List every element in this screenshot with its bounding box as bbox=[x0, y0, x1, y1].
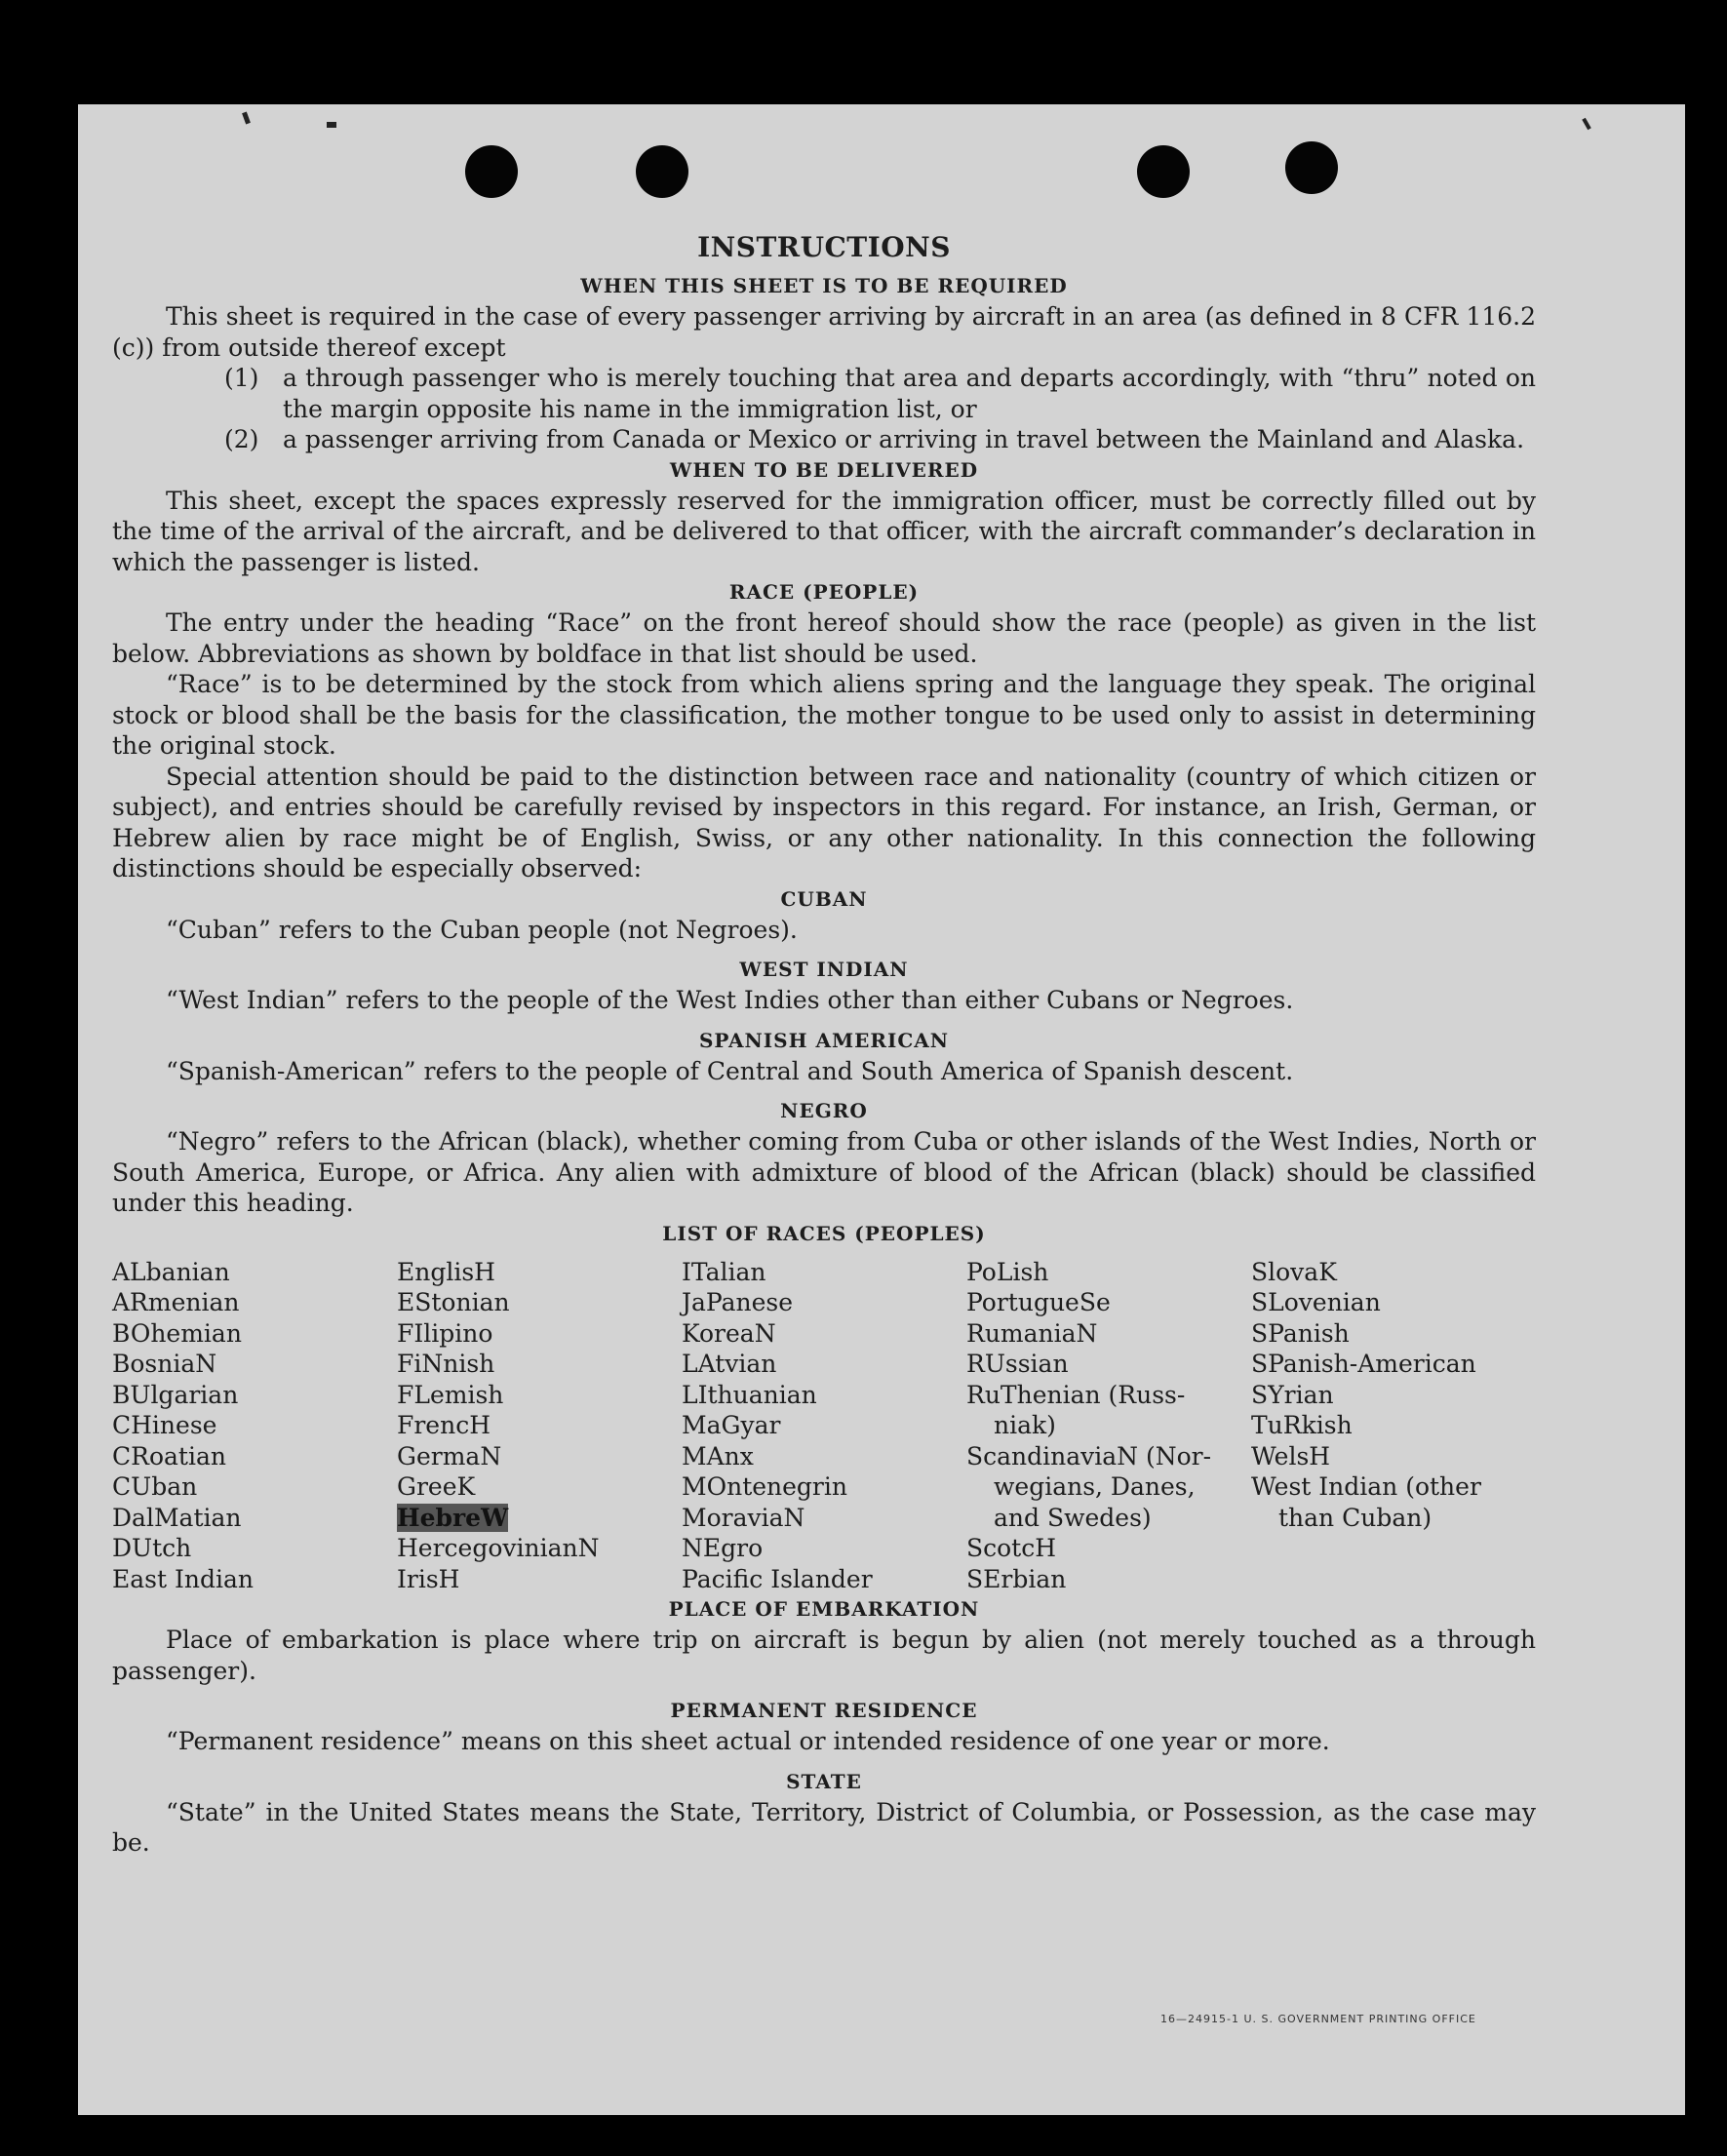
race-item bbox=[397, 1503, 682, 1534]
race-item: SPanish bbox=[1251, 1318, 1350, 1348]
race-item: TuRkish bbox=[1251, 1411, 1353, 1439]
race-item: ARmenian bbox=[112, 1288, 240, 1316]
race-item: CRoatian bbox=[112, 1441, 226, 1470]
race-item: FrencH bbox=[397, 1411, 491, 1439]
item-text: a through passenger who is merely touching that area and departs accordingly, with “thru” noted on the margin opposite his name in the immigration list, or bbox=[283, 364, 1536, 423]
race-item: WelsH bbox=[1251, 1441, 1331, 1470]
race-item: West Indian (other bbox=[1251, 1472, 1481, 1501]
heading-west-indian: WEST INDIAN bbox=[739, 958, 909, 981]
race-item: RuThenian (Russ- bbox=[966, 1380, 1186, 1409]
paragraph-embarkation: Place of embarkation is place where trip on aircraft is begun by alien (not merely touched as a through passenger). bbox=[112, 1626, 1536, 1685]
race-item: EStonian bbox=[397, 1288, 510, 1316]
heading-state: STATE bbox=[786, 1769, 862, 1793]
race-item: SErbian bbox=[966, 1564, 1067, 1593]
race-item: BosniaN bbox=[112, 1350, 217, 1378]
race-item: East Indian bbox=[112, 1564, 254, 1593]
races-column-1 bbox=[112, 1257, 397, 1595]
race-item: SPanish-American bbox=[1251, 1350, 1476, 1378]
race-item: FiNnish bbox=[397, 1350, 495, 1378]
paragraph-race-2: “Race” is to be determined by the stock from which aliens spring and the language they speak. The original stock or blood shall be the basis for the classification, the mother tongue to be used only to assist in determining the original stock. bbox=[112, 670, 1536, 760]
race-item: MoraviaN bbox=[682, 1503, 805, 1532]
item-text: a passenger arriving from Canada or Mexico or arriving in travel between the Mainland and Alaska. bbox=[283, 425, 1525, 453]
paragraph-spanish-american: “Spanish-American” refers to the people of Central and South America of Spanish descent. bbox=[166, 1056, 1294, 1085]
punch-hole bbox=[636, 145, 688, 198]
race-item: ITalian bbox=[682, 1257, 766, 1286]
race-item-continued: niak) bbox=[994, 1411, 1056, 1439]
item-number: (1) bbox=[224, 364, 259, 392]
heading-when-required: WHEN THIS SHEET IS TO BE REQUIRED bbox=[580, 274, 1068, 297]
race-item: NEgro bbox=[682, 1534, 764, 1562]
instructions-body bbox=[112, 230, 1536, 1859]
race-item: LIthuanian bbox=[682, 1380, 817, 1409]
page-title: INSTRUCTIONS bbox=[697, 231, 951, 263]
race-item: SLovenian bbox=[1251, 1288, 1381, 1316]
race-item: EnglisH bbox=[397, 1257, 495, 1286]
race-item: PoLish bbox=[966, 1257, 1049, 1286]
heading-list-of-races: LIST OF RACES (PEOPLES) bbox=[662, 1221, 986, 1245]
race-item: GreeK bbox=[397, 1472, 476, 1501]
punch-hole bbox=[1137, 145, 1190, 198]
printer-imprint: 16—24915-1 U. S. GOVERNMENT PRINTING OFFICE bbox=[1160, 2013, 1476, 2025]
race-item-continued: than Cuban) bbox=[1278, 1503, 1433, 1532]
race-item: HercegovinianN bbox=[397, 1534, 600, 1562]
paragraph-race-1: The entry under the heading “Race” on the front hereof should show the race (people) as given in the list below. Abbreviations as shown by boldface in that list should be used. bbox=[112, 608, 1536, 668]
list-item-1 bbox=[112, 363, 1536, 424]
race-item-continued: and Swedes) bbox=[994, 1503, 1152, 1532]
item-number: (2) bbox=[224, 425, 259, 453]
race-item: SlovaK bbox=[1251, 1257, 1337, 1286]
heading-cuban: CUBAN bbox=[780, 886, 868, 911]
punch-hole bbox=[1285, 141, 1338, 194]
punch-hole bbox=[465, 145, 518, 198]
heading-race: RACE (PEOPLE) bbox=[728, 580, 920, 604]
race-item: ALbanian bbox=[112, 1257, 230, 1286]
races-list bbox=[112, 1257, 1536, 1595]
race-item: SYrian bbox=[1251, 1380, 1334, 1409]
race-item: KoreaN bbox=[682, 1318, 776, 1348]
heading-embarkation: PLACE OF EMBARKATION bbox=[668, 1597, 980, 1621]
race-item: ScotcH bbox=[966, 1534, 1057, 1562]
race-item: IrisH bbox=[397, 1564, 460, 1593]
paragraph-state: “State” in the United States means the State, Territory, District of Columbia, or Possession, as the case may be. bbox=[112, 1797, 1536, 1857]
heading-when-delivered: WHEN TO BE DELIVERED bbox=[669, 457, 979, 482]
race-item: ScandinaviaN (Nor- bbox=[966, 1441, 1212, 1470]
race-item: MAnx bbox=[682, 1441, 754, 1470]
speck bbox=[327, 122, 336, 128]
race-item: DalMatian bbox=[112, 1503, 242, 1532]
race-item: BOhemian bbox=[112, 1318, 242, 1348]
paragraph-when-required: This sheet is required in the case of every passenger arriving by aircraft in an area (as defined in 8 CFR 116.2 (c)) from outside thereof except bbox=[112, 302, 1536, 362]
paragraph-west-indian: “West Indian” refers to the people of the West Indies other than either Cubans or Negroes. bbox=[166, 986, 1294, 1014]
heading-permanent-residence: PERMANENT RESIDENCE bbox=[670, 1699, 978, 1722]
race-item: DUtch bbox=[112, 1534, 192, 1562]
race-item: LAtvian bbox=[682, 1350, 777, 1378]
race-item: RumaniaN bbox=[966, 1318, 1098, 1348]
paragraph-cuban: “Cuban” refers to the Cuban people (not Negroes). bbox=[166, 915, 798, 944]
race-item: Pacific Islander bbox=[682, 1564, 873, 1593]
race-item: FIlipino bbox=[397, 1318, 493, 1348]
race-item: BUlgarian bbox=[112, 1380, 239, 1409]
race-item: MaGyar bbox=[682, 1411, 781, 1439]
race-item-highlighted: HebreW bbox=[397, 1503, 509, 1532]
speck bbox=[242, 112, 251, 125]
race-item: MOntenegrin bbox=[682, 1472, 847, 1501]
race-item: RUssian bbox=[966, 1350, 1069, 1378]
races-column-4 bbox=[966, 1257, 1251, 1595]
list-item-2 bbox=[112, 424, 1536, 455]
races-column-2 bbox=[397, 1257, 682, 1595]
paragraph-negro: “Negro” refers to the African (black), whether coming from Cuba or other islands of the West Indies, North or South America, Europe, or Africa. Any alien with admixture of blood of the African (black) should be classified under this heading. bbox=[112, 1127, 1536, 1217]
race-item: JaPanese bbox=[682, 1288, 794, 1316]
paragraph-when-delivered: This sheet, except the spaces expressly reserved for the immigration officer, must be correctly filled out by the time of the arrival of the aircraft, and be delivered to that officer, with the aircraft commander’s declaration in which the passenger is listed. bbox=[112, 486, 1536, 576]
races-column-5 bbox=[1251, 1257, 1536, 1595]
race-item: FLemish bbox=[397, 1380, 504, 1409]
paragraph-permanent-residence: “Permanent residence” means on this sheet actual or intended residence of one year or more. bbox=[166, 1727, 1330, 1755]
races-column-3 bbox=[682, 1257, 966, 1595]
speck bbox=[1582, 118, 1590, 130]
race-item: CHinese bbox=[112, 1411, 217, 1439]
race-item-continued: wegians, Danes, bbox=[994, 1472, 1196, 1501]
heading-spanish-american: SPANISH AMERICAN bbox=[698, 1028, 950, 1052]
paragraph-race-3: Special attention should be paid to the distinction between race and nationality (country of which citizen or subject), and entries should be carefully revised by inspectors in this regard. For instance, an Irish, German, or Hebrew alien by race might be of English, Swiss, or any other nationality. In this connection the following distinctions should be especially observed: bbox=[112, 762, 1536, 882]
race-item: PortugueSe bbox=[966, 1288, 1111, 1316]
race-item: GermaN bbox=[397, 1441, 502, 1470]
heading-negro: NEGRO bbox=[780, 1099, 868, 1122]
race-item: CUban bbox=[112, 1472, 198, 1501]
